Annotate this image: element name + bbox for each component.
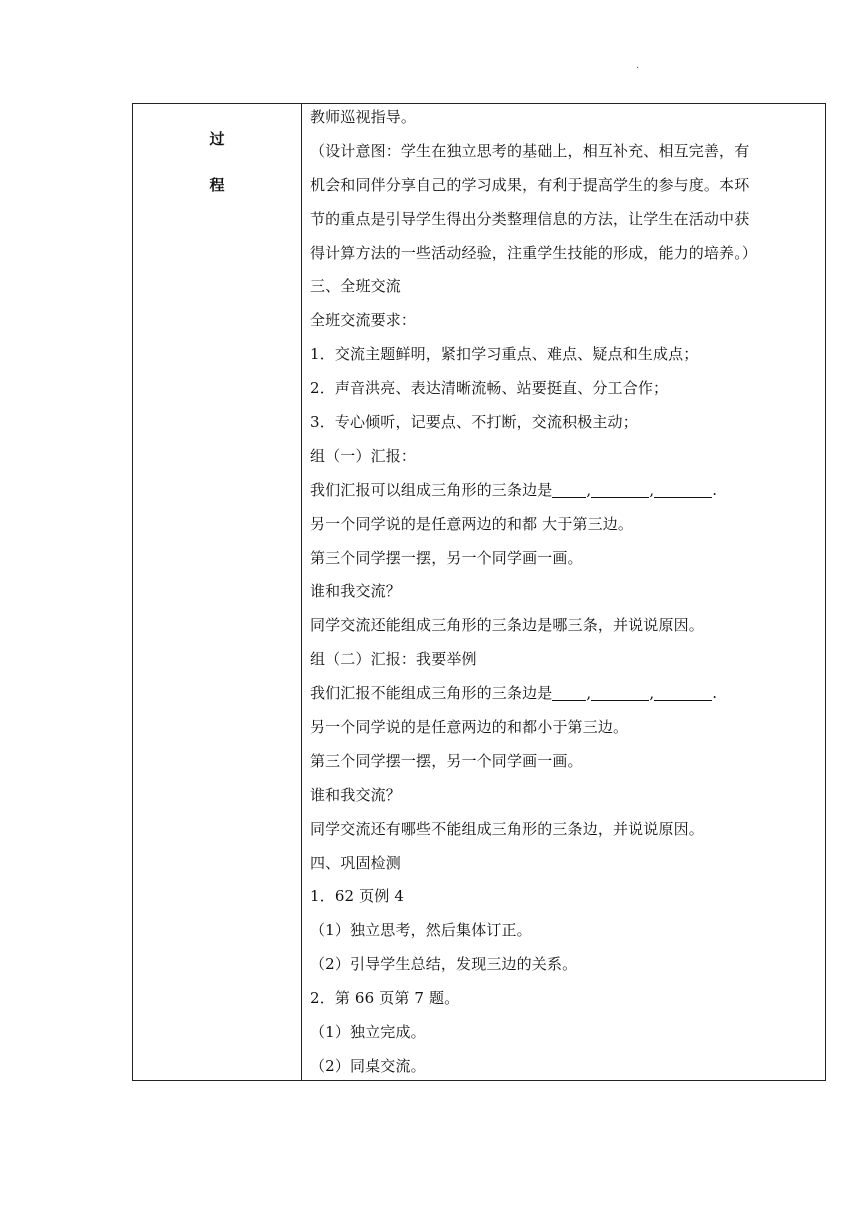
answer-blank: [552, 481, 586, 498]
text-line: 四、巩固检测: [310, 853, 401, 872]
line-text: 我们汇报可以组成三角形的三条边是: [310, 480, 553, 499]
text-line: 得计算方法的一些活动经验，注重学生技能的形成，能力的培养。）: [310, 243, 758, 262]
answer-blank: [654, 684, 712, 701]
blank-separator: ,: [649, 684, 655, 703]
blank-separator: ,: [649, 480, 655, 499]
text-line: （1）独立思考，然后集体订正。: [310, 921, 532, 940]
label-cheng: 程: [209, 176, 225, 194]
text-line: 机会和同伴分享自己的学习成果，有利于提高学生的参与度。本环: [310, 175, 750, 194]
text-line: 另一个同学说的是任意两边的和都 大于第三边。: [310, 514, 634, 533]
text-line: 全班交流要求：: [310, 311, 417, 330]
text-line: 第三个同学摆一摆，另一个同学画一画。: [310, 751, 583, 770]
content-cell: [310, 104, 820, 1087]
text-line: 组（一）汇报：: [310, 446, 417, 465]
text-line: 3．专心倾听，记要点、不打断，交流积极主动；: [310, 413, 638, 432]
text-line: 教师巡视指导。: [310, 108, 417, 126]
text-line: 2．声音洪亮、表达清晰流畅、站要挺直、分工合作；: [310, 379, 669, 398]
text-line: 节的重点是引导学生得出分类整理信息的方法，让学生在活动中获: [310, 209, 750, 228]
text-line: 组（二）汇报：我要举例: [310, 650, 477, 669]
text-line: 三、全班交流: [310, 277, 401, 296]
blank-end: .: [712, 684, 718, 703]
text-line: 第三个同学摆一摆，另一个同学画一画。: [310, 548, 583, 567]
fill-blank-line: [310, 680, 820, 714]
text-line: （2）同桌交流。: [310, 1056, 426, 1075]
answer-blank: [591, 481, 649, 498]
text-line: 谁和我交流？: [310, 785, 401, 804]
lesson-table: [132, 103, 826, 1081]
text-line: 同学交流还有哪些不能组成三角形的三条边，并说说原因。: [310, 819, 704, 838]
text-line: （1）独立完成。: [310, 1023, 426, 1042]
answer-blank: [552, 684, 586, 701]
fill-blank-line: [310, 477, 820, 511]
text-line: 1．62 页例 4: [310, 887, 405, 906]
text-line: 谁和我交流？: [310, 582, 401, 601]
page-mark: .: [636, 60, 640, 71]
text-line: （设计意图：学生在独立思考的基础上，相互补充、相互完善，有: [310, 141, 750, 160]
answer-blank: [591, 684, 649, 701]
line-text: 我们汇报不能组成三角形的三条边是: [310, 684, 553, 703]
answer-blank: [654, 481, 712, 498]
text-line: 另一个同学说的是任意两边的和都小于第三边。: [310, 718, 629, 737]
blank-separator: ,: [586, 480, 592, 499]
column-divider: [301, 104, 302, 1080]
label-guo: 过: [209, 130, 225, 148]
blank-separator: ,: [586, 684, 592, 703]
blank-end: .: [712, 480, 718, 499]
text-line: 2．第 66 页第 7 题。: [310, 989, 460, 1008]
text-line: （2）引导学生总结，发现三边的关系。: [310, 955, 578, 974]
text-line: 1．交流主题鲜明，紧扣学习重点、难点、疑点和生成点；: [310, 345, 699, 364]
text-line: 同学交流还能组成三角形的三条边是哪三条，并说说原因。: [310, 616, 704, 635]
